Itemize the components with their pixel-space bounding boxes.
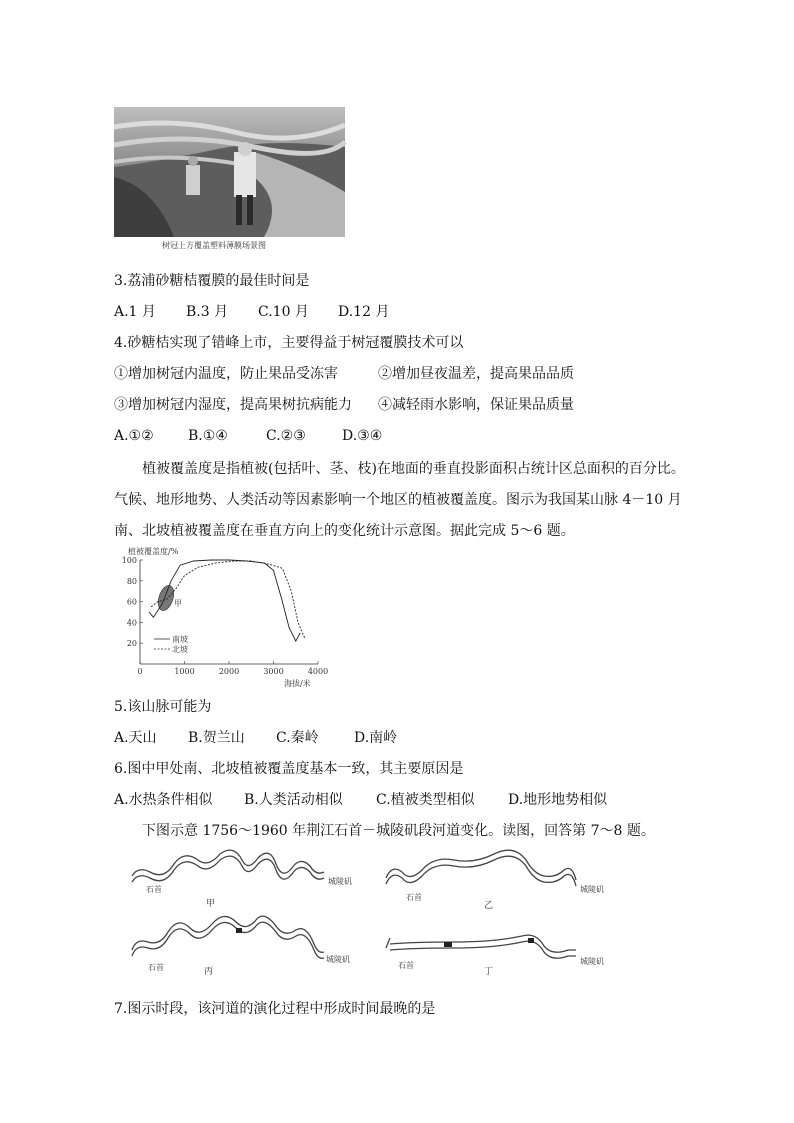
q6-stem: 6.图中甲处南、北坡植被覆盖度基本一致，其主要原因是 xyxy=(114,761,464,777)
q4-item-1: ①增加树冠内温度，防止果品受冻害 xyxy=(114,366,338,382)
passage2: 下图示意 1756～1960 年荆江石首－城陵矶段河道变化。读图，回答第 7～8 题。 xyxy=(142,823,655,839)
q6-option-b: B.人类活动相似 xyxy=(244,792,343,808)
river-path-jia xyxy=(132,850,324,876)
y-tick-label: 20 xyxy=(126,639,137,649)
q6-option-d: D.地形地势相似 xyxy=(508,792,608,808)
q4-option-d: D.③④ xyxy=(342,428,383,444)
photo-caption: 树冠上方覆盖塑料薄膜场景图 xyxy=(162,241,266,250)
panel-ding-label: 丁 xyxy=(484,967,494,977)
q3-stem: 3.荔浦砂糖桔覆膜的最佳时间是 xyxy=(114,273,310,289)
panel-ding-start: 石首 xyxy=(398,961,414,970)
y-tick-label: 80 xyxy=(126,576,137,586)
q5-option-b: B.贺兰山 xyxy=(188,730,245,746)
y-tick-label: 100 xyxy=(121,556,137,565)
q3-option-d: D.12 月 xyxy=(338,304,390,320)
orchard-photo xyxy=(114,107,345,237)
y-tick-label: 60 xyxy=(126,597,137,607)
x-tick-label: 0 xyxy=(137,667,143,676)
q4-stem: 4.砂糖桔实现了错峰上市，主要得益于树冠覆膜技术可以 xyxy=(114,335,464,351)
q4-item-2: ②增加昼夜温差，提高果品品质 xyxy=(378,366,574,382)
panel-yi-start: 石首 xyxy=(406,893,422,902)
q3-option-b: B.3 月 xyxy=(186,304,229,320)
chart-xlabel: 海拔/米 xyxy=(284,679,311,688)
q4-item-4: ④减轻雨水影响，保证果品质量 xyxy=(378,397,574,413)
q3-option-a: A.1 月 xyxy=(114,304,156,320)
panel-yi-label: 乙 xyxy=(484,901,494,911)
vegetation-chart xyxy=(116,546,329,688)
panel-jia-end: 城陵矶 xyxy=(328,877,352,886)
panel-jia-start: 石首 xyxy=(146,885,162,894)
x-tick-label: 3000 xyxy=(263,667,284,676)
panel-bing-start: 石首 xyxy=(148,963,164,972)
q7-stem: 7.图示时段，该河道的演化过程中形成时间最晚的是 xyxy=(114,1001,436,1017)
river-path-ding xyxy=(386,935,576,952)
q6-option-a: A.水热条件相似 xyxy=(114,792,213,808)
passage1-line-1: 植被覆盖度是指植被(包括叶、茎、枝)在地面的垂直投影面积占统计区总面积的百分比。 xyxy=(142,461,685,477)
q4-option-b: B.①④ xyxy=(188,428,228,444)
chart-ylabel: 植被覆盖度/% xyxy=(128,547,179,556)
q3-option-c: C.10 月 xyxy=(258,304,309,320)
chart-annotation: 甲 xyxy=(174,599,182,608)
q4-item-3: ③增加树冠内湿度，提高果树抗病能力 xyxy=(114,397,352,413)
legend-north-label: 北坡 xyxy=(172,645,188,654)
river-evolution-figure xyxy=(124,846,614,976)
q6-option-c: C.植被类型相似 xyxy=(376,792,475,808)
q5-option-a: A.天山 xyxy=(114,730,157,746)
passage1-line-2: 气候、地形地势、人类活动等因素影响一个地区的植被覆盖度。图示为我国某山脉 4－10 月 xyxy=(114,492,682,508)
panel-jia-label: 甲 xyxy=(206,899,216,909)
passage1-line-3: 南、北坡植被覆盖度在垂直方向上的变化统计示意图。据此完成 5～6 题。 xyxy=(114,523,575,539)
panel-bing-label: 丙 xyxy=(204,967,214,977)
q5-option-c: C.秦岭 xyxy=(276,730,319,746)
q4-option-a: A.①② xyxy=(114,428,154,444)
q5-option-d: D.南岭 xyxy=(354,730,398,746)
x-tick-label: 2000 xyxy=(218,667,240,676)
y-tick-label: 40 xyxy=(126,618,137,628)
x-tick-label: 4000 xyxy=(307,667,329,676)
q5-stem: 5.该山脉可能为 xyxy=(114,699,212,715)
q4-option-c: C.②③ xyxy=(266,428,306,444)
panel-ding-end: 城陵矶 xyxy=(580,957,604,966)
panel-yi-end: 城陵矶 xyxy=(580,885,604,894)
panel-bing-end: 城陵矶 xyxy=(326,955,350,964)
legend-south-label: 南坡 xyxy=(172,635,188,644)
x-tick-label: 1000 xyxy=(174,667,195,676)
chart-jia-marker xyxy=(155,583,176,612)
